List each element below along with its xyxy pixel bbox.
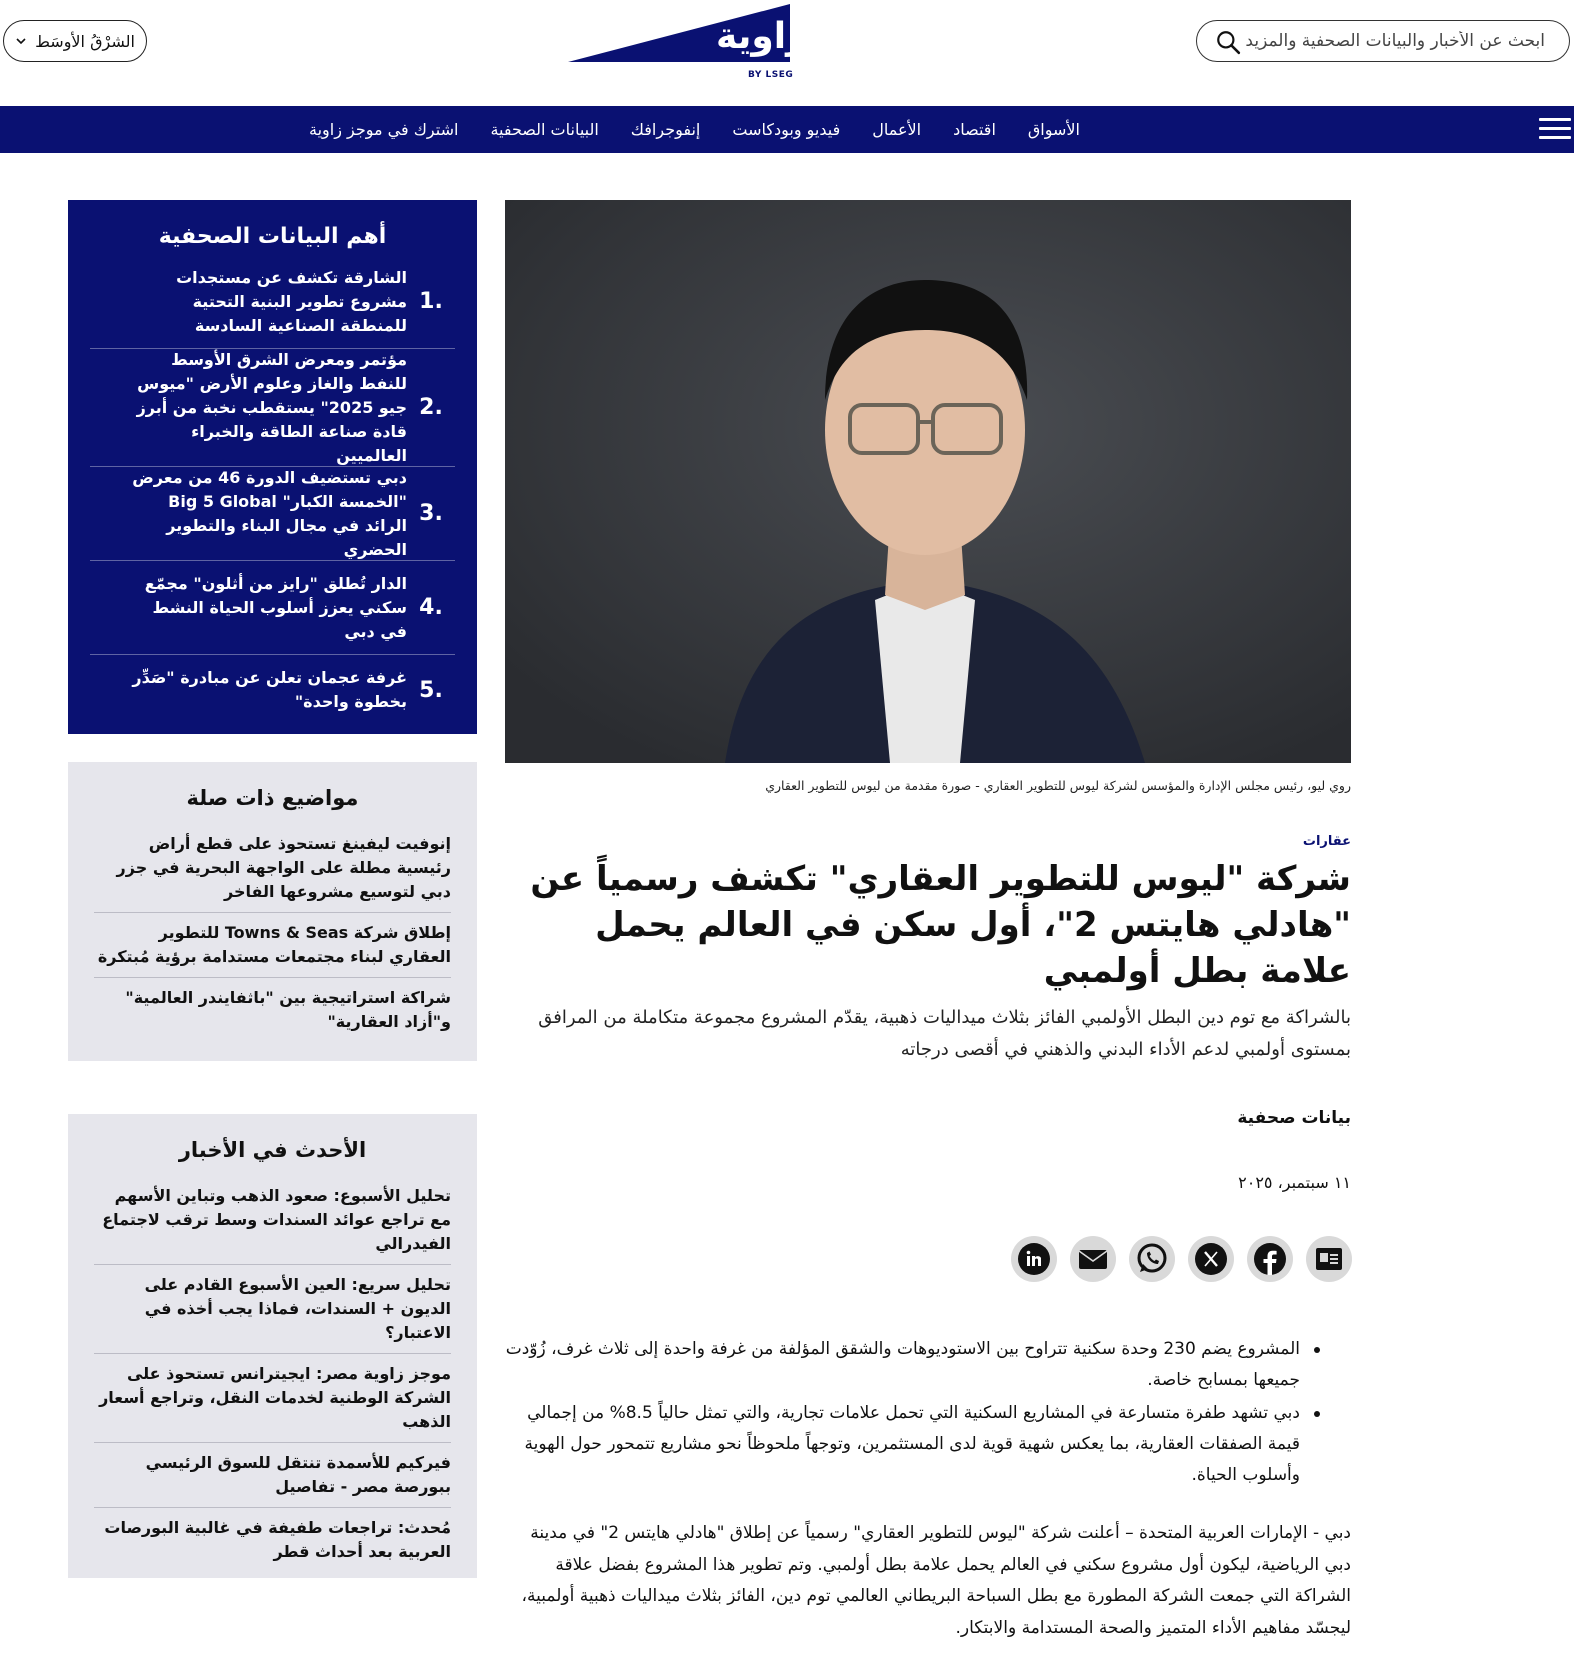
linkedin-icon[interactable] [1011,1236,1057,1282]
highlight-item: دبي تشهد طفرة متسارعة في المشاريع السكنية التي تحمل علامات تجارية، والتي تمثل حالياً 8.5% من إجمالي قيمة الصفقات العقارية، بما يعكس شهية قوية لدى المستثمرين، وتوجهاً ملحوظاً نحو مشاريع تتمحور حول الهوية وأسلوب الحياة. [505,1398,1300,1491]
nav-item-business[interactable]: الأعمال [872,120,922,139]
item-number: .1 [419,289,443,314]
article-body: دبي - الإمارات العربية المتحدة – أعلنت شركة "ليوس للتطوير العقاري" رسمياً عن إطلاق "هادلي هايتس 2" في مدينة دبي الرياضية، ليكون أول مشروع سكني في العالم يحمل علامة بطل أولمبي. وتم تطوير هذا المشروع بفضل علاقة الشراكة التي جمعت الشركة المطورة مع بطل السباحة البريطاني العالمي توم دين، الفائز بثلاث ميداليات ذهبية أولمبية، ليجسّد مفاهيم الأداء المتميز والصحة المستدامة والابتكار. [521,1523,1351,1638]
related-topics-title: مواضيع ذات صلة [186,786,359,810]
logo-subtitle: BY LSEG [748,70,794,80]
item-number: .5 [419,677,443,703]
image-caption: روي ليو، رئيس مجلس الإدارة والمؤسس لشركة ليوس للتطوير العقاري - صورة مقدمة من ليوس للتطوير العقاري [765,778,1351,793]
item-number: .4 [419,595,443,620]
list-item[interactable] [90,255,455,349]
chevron-down-icon [15,35,27,47]
list-item[interactable]: تحليل سريع: العين الأسبوع القادم على الديون + السندات، فماذا يجب أخذه في الاعتبار؟ [94,1265,451,1354]
item-number: .3 [419,501,443,526]
article-headline: شركة "ليوس للتطوير العقاري" تكشف رسمياً عن "هادلي هايتس 2"، أول سكن في العالم يحمل علامة بطل أولمبي [530,859,1351,991]
latest-news-box [68,1114,477,1578]
item-link[interactable]: الدار تُطلق "رايز من أثلون" مجمّع سكني يعزز أسلوب الحياة النشط في دبي [144,573,407,641]
search-box[interactable] [1196,20,1570,62]
top-press-releases-title: أهم البيانات الصحفية [158,224,387,249]
list-item[interactable]: فيركيم للأسمدة تنتقل للسوق الرئيسي ببورصة مصر - تفاصيل [94,1443,451,1508]
article-lede: بالشراكة مع توم دين البطل الأولمبي الفائز بثلاث ميداليات ذهبية، يقدّم المشروع مجموعة متكاملة من المرافق بمستوى أولمبي لدعم الأداء البدني والذهني في أقصى درجاته [538,1007,1351,1060]
item-link[interactable]: غرفة عجمان تعلن عن مبادرة "صَدِّر بخطوة واحدة" [132,668,407,711]
top-press-releases-box [68,200,477,734]
google-news-icon[interactable] [1306,1236,1352,1282]
list-item[interactable]: إطلاق شركة Towns & Seas للتطوير العقاري لبناء مجتمعات مستدامة برؤية مُبتكرة [94,913,451,978]
site-header [0,0,1574,106]
nav-item-economy[interactable]: اقتصاد [953,120,996,139]
portrait-photo-icon [505,200,1351,763]
list-item[interactable] [90,467,455,561]
nav-item-video-podcast[interactable]: فيديو وبودكاست [732,120,841,139]
search-input[interactable] [1245,21,1545,61]
latest-news-list [94,1176,451,1572]
item-link[interactable]: الشارقة تكشف عن مستجدات مشروع تطوير البنية التحتية للمنطقة الصناعية السادسة [176,267,407,335]
logo-wordmark: زاوية [716,16,807,57]
whatsapp-icon[interactable] [1129,1236,1175,1282]
article-category-link[interactable]: عقارات [1302,834,1351,849]
item-link[interactable]: مؤتمر ومعرض الشرق الأوسط للنفط والغاز وعلوم الأرض "ميوس جيو 2025" يستقطب نخبة من أبرز قادة صناعة الطاقة والخبراء العالميين [136,349,407,465]
zawya-logo[interactable] [568,4,807,80]
latest-news-title: الأحدث في الأخبار [178,1138,367,1162]
hamburger-menu-icon[interactable] [1539,118,1571,142]
list-item[interactable]: موجز زاوية مصر: ايجيترانس تستحوذ على الشركة الوطنية لخدمات النقل، وتراجع أسعار الذهب [94,1354,451,1443]
nav-item-infographics[interactable]: إنفوجرافك [630,120,701,139]
article-highlights [505,1334,1300,1493]
related-topics-list [94,824,451,1042]
top-press-releases-list [90,255,455,725]
nav-item-markets[interactable]: الأسواق [1027,120,1080,139]
list-item[interactable] [90,655,455,725]
nav-list [293,106,1080,153]
search-icon[interactable] [1215,29,1241,55]
list-item[interactable] [90,349,455,467]
highlight-item: المشروع يضم 230 وحدة سكنية تتراوح بين الاستوديوهات والشقق المؤلفة من غرفة واحدة إلى ثلاث غرف، زُوّدت جميعها بمسابح خاصة. [505,1334,1300,1396]
x-icon[interactable] [1188,1236,1234,1282]
list-item[interactable]: شراكة استراتيجية بين "باثفايندر العالمية" و"أزاد العقارية" [125,988,451,1031]
list-item[interactable] [90,561,455,655]
nav-item-press-releases[interactable]: البيانات الصحفية [490,120,599,139]
related-topics-box [68,762,477,1061]
main-nav [0,106,1574,153]
nav-item-subscribe[interactable]: اشترك في موجز زاوية [309,120,459,139]
item-number: .2 [419,395,443,420]
region-label: الشرْقُ الأوسَط [35,31,135,51]
item-link[interactable]: دبي تستضيف الدورة 46 من معرض "الخمسة الكبار" Big 5 Global الرائد في مجال البناء والتطوير الحضري [132,467,407,559]
list-item[interactable]: تحليل الأسبوع: صعود الذهب وتباين الأسهم مع تراجع عوائد السندات وسط ترقب لاجتماع الفيدرالي [94,1176,451,1265]
facebook-icon[interactable] [1247,1236,1293,1282]
share-bar [1011,1236,1352,1282]
list-item[interactable]: إنوفيت ليفينغ تستحوذ على قطع أراض رئيسية مطلة على الواجهة البحرية في جزر دبي لتوسيع مشروعها الفاخر [94,824,451,913]
email-icon[interactable] [1070,1236,1116,1282]
article-hero-image [505,200,1351,763]
article-date: ١١ سبتمبر، ٢٠٢٥ [1238,1173,1351,1192]
list-item[interactable]: مُحدث: تراجعات طفيفة في غالبية البورصات العربية بعد أحداث قطر [104,1518,451,1561]
region-selector[interactable] [3,20,147,62]
article-source: بيانات صحفية [1237,1108,1351,1128]
